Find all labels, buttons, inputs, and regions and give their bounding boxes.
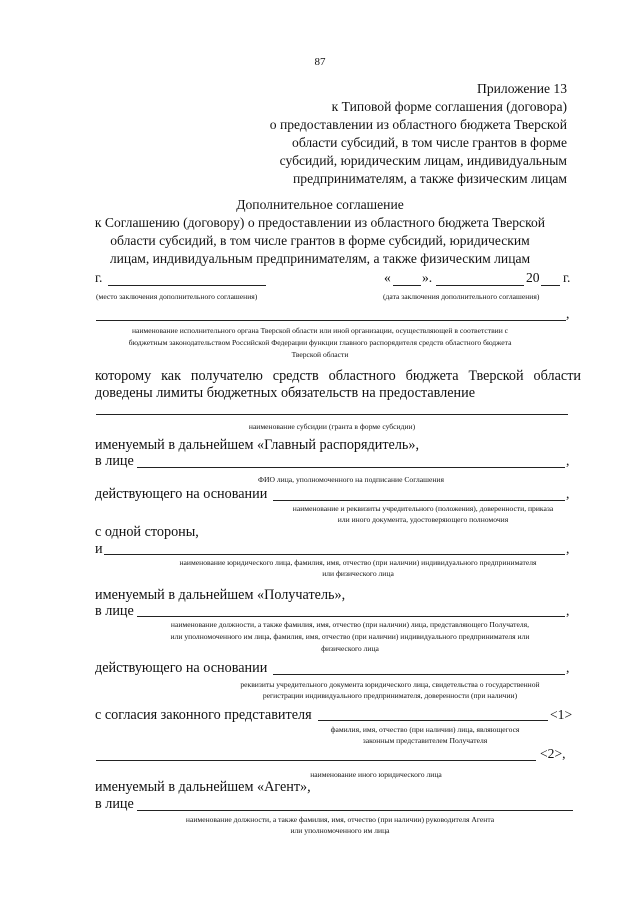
in-person-label: в лице [95,453,134,469]
position-caption-2: или уполномоченного им лица, фамилия, имя, отчество (при наличии) индивидуального предпринимателя или [170,632,530,641]
position-caption-1: наименование должности, а также фамилия, имя, отчество (при наличии) лица, представляющего Получателя, [170,620,530,629]
appendix-line: области субсидий, в том числе грантов в форме [292,135,567,150]
recipient-name-comma: , [566,541,570,556]
main-distributor-label: именуемый в дальнейшем «Главный распорядитель», [95,437,420,453]
place-field[interactable] [108,285,266,286]
person-comma: , [566,453,570,468]
requisites-field[interactable] [273,674,565,675]
requisites-caption-2: регистрации индивидуального предпринимателя, доверенности (при наличии) [262,691,518,700]
subsidy-field[interactable] [96,414,568,415]
organ-comma: , [566,306,570,321]
basis-caption-2: или иного документа, удостоверяющего полномочия [337,515,509,524]
recipient-person-field[interactable] [137,616,565,617]
agent-caption-2: или уполномоченного им лица [290,826,390,835]
distributor-person-field[interactable] [137,467,565,468]
fio-caption: ФИО лица, уполномоченного на подписание Соглашения [258,475,444,484]
basis-caption-1: наименование и реквизиты учредительного (положения), доверенности, приказа [292,504,554,513]
recipient-person-comma: , [566,603,570,618]
city-prefix: г. [95,270,103,285]
agent-person-field[interactable] [137,810,573,811]
appendix-line: к Типовой форме соглашения (договора) [331,99,567,114]
title-line: к Соглашению (договору) о предоставлении из областного бюджета Тверской [94,215,546,230]
recipient-name-field[interactable] [104,554,565,555]
in-person-label: в лице [95,796,134,812]
organ-field[interactable] [96,320,566,321]
note-1: <1> [550,707,573,722]
representative-caption-2: законным представителем Получателя [362,736,488,745]
title-line: области субсидий, в том числе грантов в форме субсидий, юридическим [110,233,530,248]
page-number: 87 [314,56,326,68]
requisites-caption-1: реквизиты учредительного документа юридического лица, свидетельства о государственной [240,680,540,689]
date-caption: (дата заключения дополнительного соглашения) [383,292,540,301]
recipient-label: именуемый в дальнейшем «Получатель», [95,587,346,603]
note-2: <2>, [540,746,566,761]
quote-close: ». [422,270,433,285]
position-caption-3: физического лица [321,644,379,653]
other-entity-field[interactable] [96,760,536,761]
agent-label: именуемый в дальнейшем «Агент», [95,779,311,795]
place-caption: (место заключения дополнительного соглашения) [96,292,258,301]
acting-basis-label: действующего на основании [95,660,268,676]
organ-caption-1: наименование исполнительного органа Тверской области или иной организации, осуществляющей в соответствии с [131,326,509,335]
representative-caption-1: фамилия, имя, отчество (при наличии) лица, являющегося [330,725,520,734]
basis-comma: , [566,486,570,501]
and-label: и [95,541,103,557]
appendix-line: предпринимателям, а также физическим лицам [293,171,567,186]
day-field[interactable] [393,285,421,286]
legal-entity-caption-2: или физического лица [322,569,394,578]
in-person-label: в лице [95,603,134,619]
appendix-line: Приложение 13 [477,81,567,96]
appendix-line: о предоставлении из областного бюджета Тверской [269,117,567,132]
representative-field[interactable] [318,720,548,721]
title-line: Дополнительное соглашение [236,197,404,212]
recipient-text-line-1: которому как получателю средств областного бюджета Тверской области [95,368,581,384]
legal-entity-caption-1: наименование юридического лица, фамилия, имя, отчество (при наличии) индивидуального предпринимателя [179,558,537,567]
year-field[interactable] [541,285,560,286]
agent-caption-1: наименование должности, а также фамилия, имя, отчество (при наличии) руководителя Агента [185,815,495,824]
year-suffix: г. [563,270,571,285]
recipient-text-line-2: доведены лимиты бюджетных обязательств на предоставление [95,385,475,401]
organ-caption-2: бюджетным законодательством Российской Федерации функции главного распорядителя средств областного бюджета [128,338,512,347]
organ-caption-3: Тверской области [291,350,349,359]
one-side-label: с одной стороны, [95,524,199,540]
quote-open: « [384,270,391,285]
requisites-comma: , [566,660,570,675]
subsidy-caption: наименование субсидии (гранта в форме субсидии) [248,422,416,431]
title-line: лицам, индивидуальным предпринимателям, а также физическим лицам [109,251,531,266]
other-entity-caption: наименование иного юридического лица [310,770,442,779]
month-field[interactable] [436,285,524,286]
acting-basis-label: действующего на основании [95,486,268,502]
basis-field[interactable] [273,500,565,501]
consent-label: с согласия законного представителя [95,707,312,723]
appendix-line: субсидий, юридическим лицам, индивидуальным [279,153,567,168]
year-prefix: 20 [526,270,540,285]
